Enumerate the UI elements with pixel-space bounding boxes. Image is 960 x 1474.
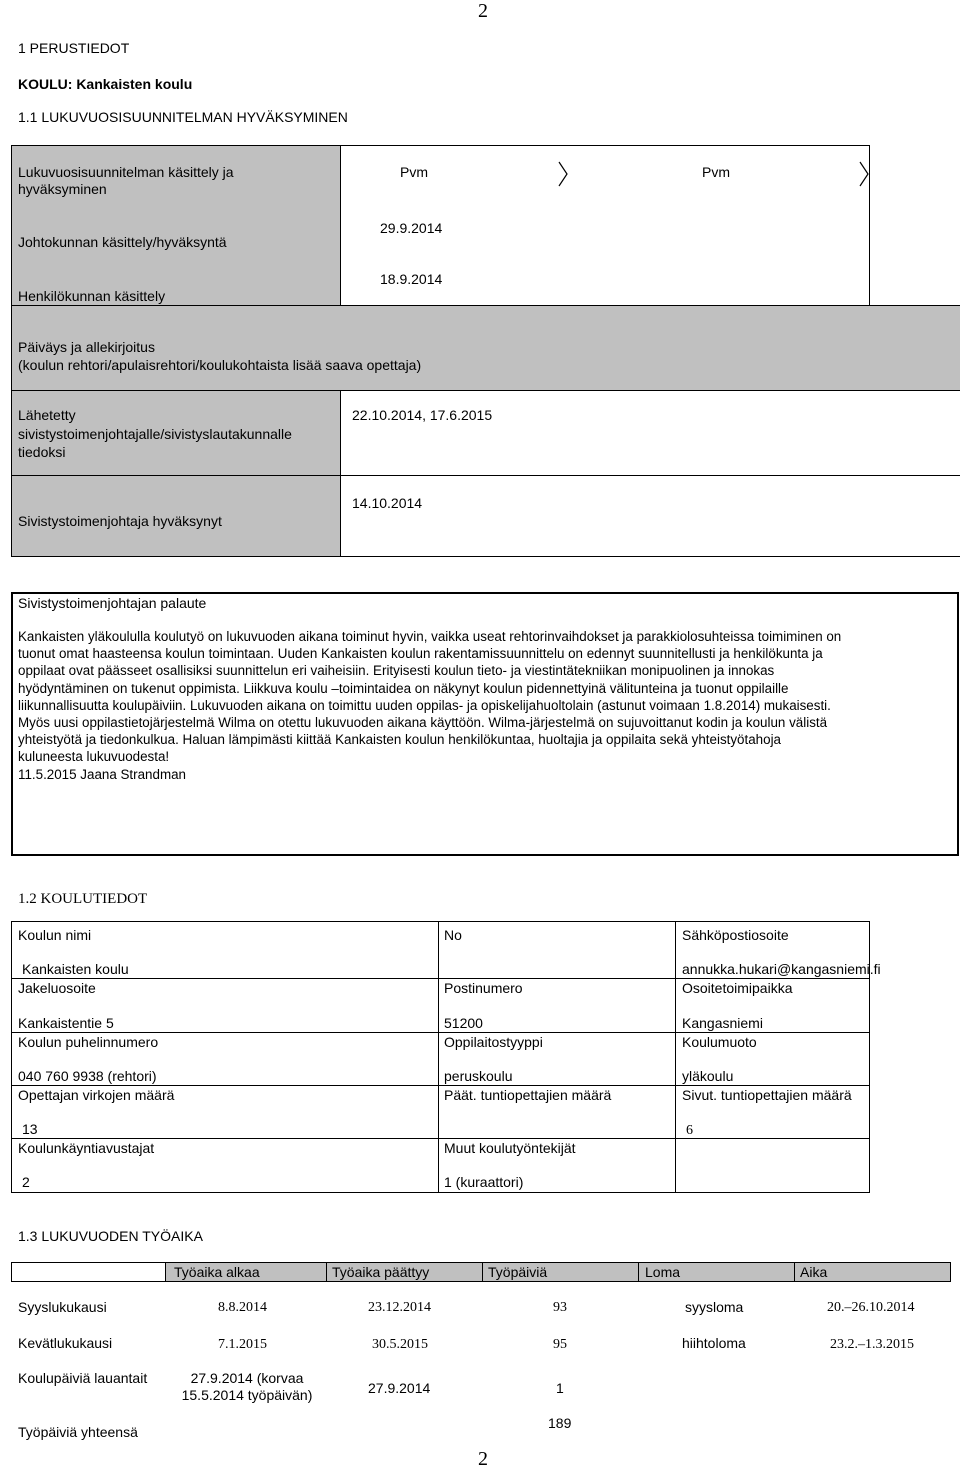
- teacher-posts-label: Opettajan virkojen määrä: [18, 1087, 175, 1103]
- feedback-line: tuonut omat haasteensa koulun toimintaan. Uuden Kankaisten koulun rakentamissuunnittelu on edennyt suunnitellusti ja henkilökunta ja: [18, 646, 823, 662]
- email-label: Sähköpostiosoite: [682, 927, 789, 943]
- column-divider-mark-2: [858, 160, 872, 190]
- side-hourly-teachers-value: 6: [686, 1123, 693, 1138]
- info-row-line: [11, 1085, 870, 1086]
- row-label-total: Työpäiviä yhteensä: [18, 1424, 138, 1440]
- feedback-text: [18, 628, 953, 783]
- spring-days: 95: [553, 1337, 567, 1352]
- autumn-holiday: syysloma: [685, 1299, 744, 1315]
- autumn-start: 8.8.2014: [218, 1300, 267, 1315]
- postal-code-value: 51200: [444, 1015, 483, 1031]
- page-number-bottom: 2: [478, 1448, 488, 1470]
- worktime-col-line: [482, 1262, 483, 1282]
- feedback-line: Kankaisten yläkoululla koulutyö on lukuvuoden aikana toiminut hyvin, vaikka useat rehtorinvaihdokset ja parakkiolosuhteissa toimiminen on: [18, 629, 842, 644]
- city-value: Kangasniemi: [682, 1015, 763, 1031]
- institution-type-value: peruskoulu: [444, 1068, 513, 1084]
- staff-review-label: Henkilökunnan käsittely: [18, 288, 166, 304]
- phone-label: Koulun puhelinnumero: [18, 1034, 159, 1050]
- info-row-line: [11, 1138, 870, 1139]
- worktime-header-shade: [165, 1262, 951, 1282]
- signature-hint: (koulun rehtori/apulaisrehtori/koulukohtaista lisää saava opettaja): [18, 357, 422, 373]
- worktime-col-line: [638, 1262, 639, 1282]
- saturdays-date: 27.9.2014: [368, 1380, 431, 1396]
- side-hourly-teachers-label: Sivut. tuntiopettajien määrä: [682, 1087, 852, 1103]
- pvm-header-1: Pvm: [400, 164, 428, 180]
- spring-holiday-period: 23.2.–1.3.2015: [830, 1337, 914, 1352]
- school-form-value: yläkoulu: [682, 1068, 734, 1084]
- page-number-top: 2: [478, 0, 488, 22]
- row-label-spring: Kevätlukukausi: [18, 1335, 113, 1351]
- spring-end: 30.5.2015: [372, 1337, 428, 1352]
- other-staff-label: Muut koulutyöntekijät: [444, 1140, 576, 1156]
- staff-review-date: 18.9.2014: [380, 271, 443, 287]
- main-heading: 1 PERUSTIEDOT: [18, 40, 130, 56]
- teacher-posts-value: 13: [22, 1121, 38, 1137]
- autumn-days: 93: [553, 1300, 567, 1315]
- total-days: 189: [548, 1415, 572, 1431]
- feedback-title: Sivistystoimenjohtajan palaute: [18, 595, 207, 611]
- city-label: Osoitetoimipaikka: [682, 980, 793, 996]
- spring-start: 7.1.2015: [218, 1337, 267, 1352]
- board-approval-label: Johtokunnan käsittely/hyväksyntä: [18, 234, 227, 250]
- other-staff-value: 1 (kuraattori): [444, 1174, 524, 1190]
- feedback-line: yhteistyötä ja tiedonkulkua. Haluan lämpimästi kiittää Kankaisten koulun henkilökuntaa, huoltajia ja oppilaita sekä yhteistyötahoja: [18, 732, 781, 748]
- email-value: annukka.hukari@kangasniemi.fi: [682, 961, 881, 977]
- autumn-end: 23.12.2014: [368, 1300, 431, 1315]
- sent-label: Lähetetty sivistystoimenjohtajalle/sivistyslautakunnalle tiedoksi: [18, 407, 292, 460]
- school-number-label: No: [444, 927, 462, 943]
- approval-column-label: Lukuvuosisuunnitelman käsittely ja hyväksyminen: [18, 164, 234, 197]
- header-work-start: Työaika alkaa: [174, 1264, 260, 1280]
- worktime-col-line: [165, 1262, 166, 1282]
- school-line: KOULU: Kankaisten koulu: [18, 76, 193, 92]
- header-period: Aika: [800, 1264, 828, 1280]
- board-approval-date: 29.9.2014: [380, 220, 443, 236]
- feedback-line: oppilaat ovat päässeet osallisiksi suunnittelun eri vaiheisiin. Erityisesti koulun tieto- ja viestintätekniikan monipuolinen ja innokas: [18, 663, 775, 679]
- school-name-value: Kankaisten koulu: [22, 961, 129, 977]
- feedback-line: kuluneesta lukuvuodesta!: [18, 749, 170, 765]
- worktime-col-line: [794, 1262, 795, 1282]
- row-label-saturdays: Koulupäiviä lauantait: [18, 1370, 148, 1386]
- header-work-days: Työpäiviä: [488, 1264, 548, 1280]
- header-work-end: Työaika päättyy: [332, 1264, 430, 1280]
- info-row-line: [11, 1032, 870, 1033]
- feedback-signature: 11.5.2015 Jaana Strandman: [18, 766, 187, 782]
- section-heading-1-2: 1.2 KOULUTIEDOT: [18, 891, 148, 907]
- info-row-line: [11, 978, 870, 979]
- signature-label: Päiväys ja allekirjoitus: [18, 339, 155, 355]
- school-form-label: Koulumuoto: [682, 1034, 757, 1050]
- superintendent-approved-date: 14.10.2014: [352, 495, 423, 511]
- column-divider-mark-1: [557, 160, 571, 190]
- autumn-holiday-period: 20.–26.10.2014: [827, 1300, 915, 1315]
- worktime-col-line: [326, 1262, 327, 1282]
- sent-date: 22.10.2014, 17.6.2015: [352, 407, 493, 423]
- row-label-autumn: Syyslukukausi: [18, 1299, 107, 1315]
- school-name-label: Koulun nimi: [18, 927, 92, 943]
- saturdays-days: 1: [556, 1380, 564, 1396]
- header-holiday: Loma: [645, 1264, 681, 1280]
- pvm-header-2: Pvm: [702, 164, 730, 180]
- main-hourly-teachers-label: Päät. tuntiopettajien määrä: [444, 1087, 612, 1103]
- superintendent-approved-label: Sivistystoimenjohtaja hyväksynyt: [18, 513, 222, 529]
- postal-code-label: Postinumero: [444, 980, 523, 996]
- section-heading-1-1: 1.1 LUKUVUOSISUUNNITELMAN HYVÄKSYMINEN: [18, 109, 348, 125]
- sent-row-divider: [11, 475, 960, 476]
- feedback-line: Myös uusi oppilastietojärjestelmä Wilma on otettu lukuvuoden aikana käyttöön. Wilma-järjestelmä on sujuvoittanut kodin ja koulun välistä: [18, 715, 828, 731]
- address-value: Kankaistentie 5: [18, 1015, 114, 1031]
- phone-value: 040 760 9938 (rehtori): [18, 1068, 157, 1084]
- assistants-label: Koulunkäyntiavustajat: [18, 1140, 155, 1156]
- address-label: Jakeluosoite: [18, 980, 96, 996]
- institution-type-label: Oppilaitostyyppi: [444, 1034, 543, 1050]
- feedback-line: liikunnallisuutta koulupäiviin. Lukuvuoden aikana on toimittu uuden oppilas- ja opiskelijahuoltolain (astunut voimaan 1.8.2014) mukaisesti.: [18, 697, 831, 713]
- saturdays-note: 27.9.2014 (korvaa 15.5.2014 työpäivän): [181, 1370, 313, 1403]
- spring-holiday: hiihtoloma: [682, 1335, 746, 1351]
- section-heading-1-3: 1.3 LUKUVUODEN TYÖAIKA: [18, 1228, 203, 1244]
- feedback-line: hyödyntäminen on tukenut oppimista. Liikkuva koulu –toimintaidea on näkynyt koulun pidennettyinä välitunteina ja tuonut oppilaille: [18, 680, 789, 696]
- assistants-value: 2: [22, 1174, 30, 1190]
